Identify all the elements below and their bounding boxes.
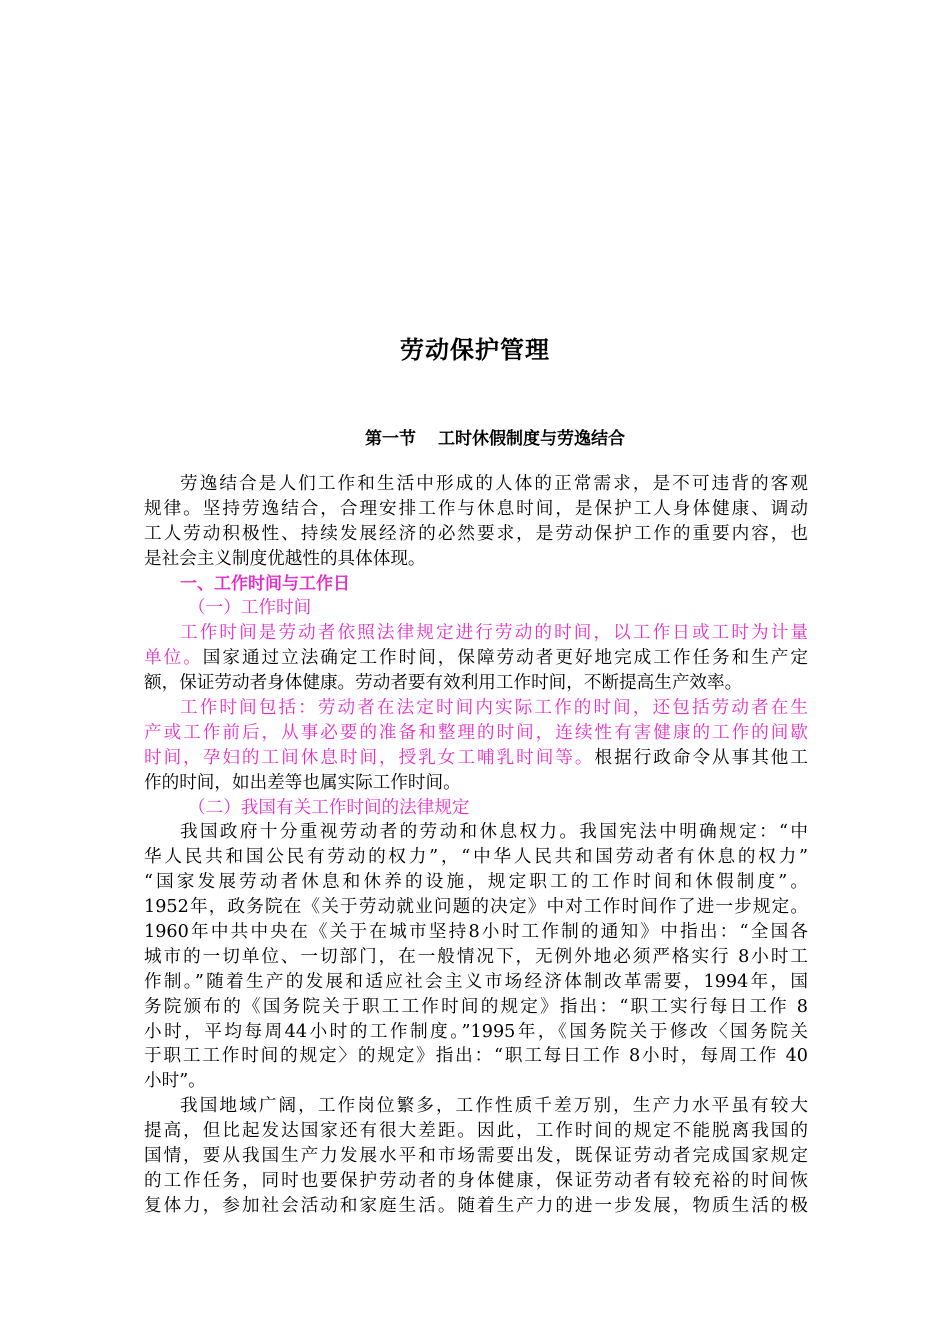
section-title [0,424,950,449]
paragraph-line-highlight: 工作时间是劳动者依照法律规定进行劳动的时间，以工作日或工时为计量 [180,623,808,644]
paragraph-line: “国家发展劳动者休息和休养的设施，规定职工的工作时间和休假制度”。 [144,872,808,893]
highlight-text: 时间，孕妇的工间休息时间，授乳女工哺乳时间等。 [144,747,595,768]
heading-level-1: 一、工作时间与工作日 [180,573,350,594]
paragraph-line: 的工作任务，同时也要保护劳动者的身体健康，保证劳动者有较充裕的时间恢 [144,1170,808,1191]
paragraph-line-highlight: 工作时间包括：劳动者在法定时间内实际工作的时间，还包括劳动者在生 [180,698,808,719]
paragraph-line: 作的时间，如出差等也属实际工作时间。 [144,772,461,793]
paragraph-line: 工人劳动积极性、持续发展经济的必然要求，是劳动保护工作的重要内容，也 [144,523,808,544]
paragraph-line: 1952年，政务院在《关于劳动就业问题的决定》中对工作时间作了进一步规定。 [144,897,808,918]
paragraph-line: 务院颁布的《国务院关于职工工作时间的规定》指出：“职工实行每日工作 8 [144,996,808,1017]
paragraph-line: 提高，但比起发达国家还有很大差距。因此，工作时间的规定不能脱离我国的 [144,1121,808,1142]
plain-text: 根据行政命令从事其他工 [594,747,808,768]
paragraph-line: 城市的一切单位、一切部门，在一般情况下，无例外地必须严格实行 8小时工 [144,946,808,967]
paragraph-line: 小时，平均每周44小时的工作制度。”1995年，《国务院关于修改〈国务院关 [144,1021,808,1042]
paragraph-line: 华人民共和国公民有劳动的权力”，“中华人民共和国劳动者有休息的权力” [144,847,808,868]
paragraph-line: 劳逸结合是人们工作和生活中形成的人体的正常需求，是不可违背的客观 [180,474,808,494]
document-body [144,472,808,1219]
heading-level-2: （二）我国有关工作时间的法律规定 [188,797,470,818]
paragraph-line: 1960年中共中央在《关于在城市坚持8小时工作制的通知》中指出：“全国各 [144,922,808,943]
paragraph-line: 于职工工作时间的规定〉的规定》指出：“职工每日工作 8小时，每周工作 40 [144,1046,808,1067]
paragraph-line: 复体力，参加社会活动和家庭生活。随着生产力的进一步发展，物质生活的极 [144,1195,808,1216]
section-name: 工时休假制度与劳逸结合 [438,429,625,449]
paragraph-line: 规律。坚持劳逸结合，合理安排工作与休息时间，是保护工人身体健康、调动 [144,498,808,519]
section-label: 第一节 [365,429,416,449]
paragraph-line: 小时”。 [144,1071,206,1092]
paragraph-line: 我国地域广阔，工作岗位繁多，工作性质千差万别，生产力水平虽有较大 [180,1096,808,1117]
paragraph-line: 国情，要从我国生产力发展水平和市场需要出发，既保证劳动者完成国家规定 [144,1146,808,1167]
document-title: 劳动保护管理 [400,336,550,364]
paragraph-line: 额，保证劳动者身体健康。劳动者要有效利用工作时间，不断提高生产效率。 [144,673,743,694]
paragraph-line: 我国政府十分重视劳动者的劳动和休息权力。我国宪法中明确规定：“中 [180,822,808,843]
paragraph-line: 作制。”随着生产的发展和适应社会主义市场经济体制改革需要，1994年，国 [144,971,808,992]
plain-text: 国家通过立法确定工作时间，保障劳动者更好地完成工作任务和生产定 [202,648,808,669]
paragraph-line [144,646,808,671]
highlight-text: 单位。 [144,648,203,669]
paragraph-line [144,746,808,771]
paragraph-line-highlight: 产或工作前后，从事必要的准备和整理的时间，连续性有害健康的工作的间歇 [144,722,808,743]
paragraph-line: 是社会主义制度优越性的具体体现。 [144,548,426,569]
heading-level-2: （一）工作时间 [188,598,312,619]
